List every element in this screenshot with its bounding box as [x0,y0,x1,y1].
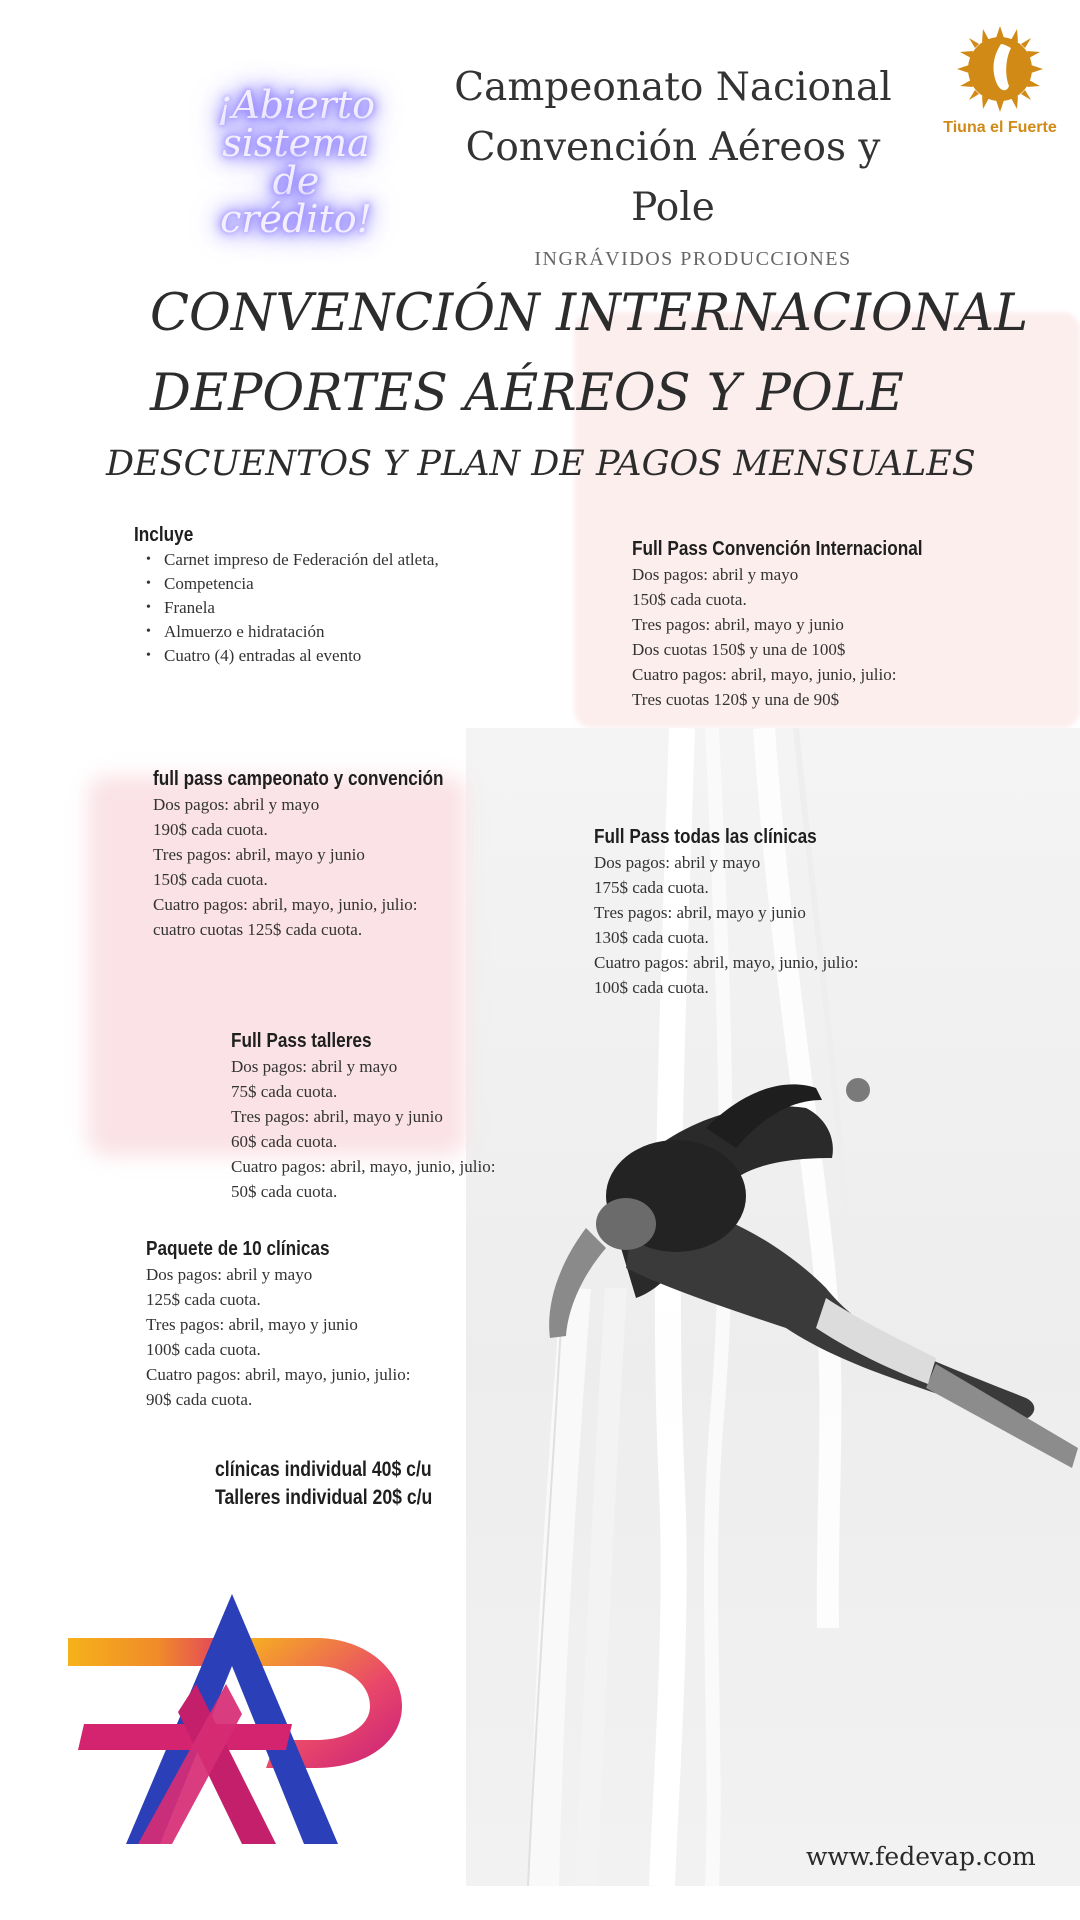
headline-line-2: DEPORTES AÉREOS Y POLE [150,364,904,423]
plan-title: Paquete de 10 clínicas [146,1238,330,1260]
event-title [448,58,898,238]
tiuna-el-fuerte-logo [930,26,1070,137]
includes-title: Incluye [134,524,194,546]
plan-line: Dos pagos: abril y mayo [231,1057,398,1076]
plan-full-pass-talleres [231,1028,495,1204]
sun-emblem-icon [957,26,1043,112]
event-title-line: Convención Aéreos y [465,125,881,170]
fedevap-logo [66,1594,402,1844]
plan-full-pass-internacional [632,536,970,712]
includes-item: • Cuatro (4) entradas al evento [146,644,439,668]
tiuna-logo-text: Tiuna el Fuerte [943,119,1057,136]
plan-title: Full Pass Convención Internacional [632,538,923,560]
plan-line: cuatro cuotas 125$ cada cuota. [153,920,363,939]
plan-line: 150$ cada cuota. [153,870,268,889]
producer-name: INGRÁVIDOS PRODUCCIONES [534,248,852,270]
plan-line: Dos cuotas 150$ y una de 100$ [632,640,846,659]
plan-line: Dos pagos: abril y mayo [594,853,761,872]
neon-line: de [272,159,320,203]
individual-talleres-price: Talleres individual 20$ c/u [215,1486,433,1509]
plan-title: Full Pass talleres [231,1030,372,1052]
includes-section [134,522,439,668]
plan-line: Dos pagos: abril y mayo [153,795,320,814]
plan-title: full pass campeonato y convención [153,768,444,790]
website-url[interactable]: www.fedevap.com [806,1842,1036,1871]
plan-line: Tres pagos: abril, mayo y junio [146,1315,358,1334]
plan-title: Full Pass todas las clínicas [594,826,817,848]
plan-line: 90$ cada cuota. [146,1390,253,1409]
plan-line: Tres pagos: abril, mayo y junio [594,903,806,922]
plan-line: 100$ cada cuota. [594,978,709,997]
plan-line: Cuatro pagos: abril, mayo, junio, julio: [153,895,418,914]
headline-line-1: CONVENCIÓN INTERNACIONAL [150,284,1029,343]
plan-line: Dos pagos: abril y mayo [632,565,799,584]
plan-line: 100$ cada cuota. [146,1340,261,1359]
neon-line: sistema [222,121,370,165]
event-title-line: Campeonato Nacional [454,65,892,110]
plan-line: 75$ cada cuota. [231,1082,338,1101]
neon-line: crédito! [220,197,372,241]
plan-line: 150$ cada cuota. [632,590,747,609]
plan-line: 125$ cada cuota. [146,1290,261,1309]
neon-line: ¡Abierto [217,83,375,127]
includes-item: • Carnet impreso de Federación del atleta, [146,548,439,572]
plan-line: Dos pagos: abril y mayo [146,1265,313,1284]
plan-paquete-10-clinicas [146,1236,410,1412]
includes-item: • Almuerzo e hidratación [146,620,439,644]
plan-line: Cuatro pagos: abril, mayo, junio, julio: [231,1157,496,1176]
includes-item: • Franela [146,596,439,620]
individual-prices [215,1456,432,1512]
headline-subtitle: DESCUENTOS Y PLAN DE PAGOS MENSUALES [106,444,976,484]
plan-line: Tres pagos: abril, mayo y junio [632,615,844,634]
plan-full-pass-clinicas [594,824,858,1000]
plan-line: 60$ cada cuota. [231,1132,338,1151]
includes-list [146,548,439,668]
includes-item: • Competencia [146,572,439,596]
credit-system-neon-sign [196,83,396,241]
individual-clinicas-price: clínicas individual 40$ c/u [215,1458,432,1481]
plan-line: 50$ cada cuota. [231,1182,338,1201]
plan-line: Cuatro pagos: abril, mayo, junio, julio: [632,665,897,684]
plan-line: Tres pagos: abril, mayo y junio [231,1107,443,1126]
plan-line: Cuatro pagos: abril, mayo, junio, julio: [146,1365,411,1384]
plan-line: Tres pagos: abril, mayo y junio [153,845,365,864]
plan-line: 190$ cada cuota. [153,820,268,839]
plan-full-pass-campeonato [153,766,491,942]
plan-line: 175$ cada cuota. [594,878,709,897]
event-title-line: Pole [631,185,715,230]
plan-line: Tres cuotas 120$ y una de 90$ [632,690,840,709]
plan-line: Cuatro pagos: abril, mayo, junio, julio: [594,953,859,972]
plan-line: 130$ cada cuota. [594,928,709,947]
